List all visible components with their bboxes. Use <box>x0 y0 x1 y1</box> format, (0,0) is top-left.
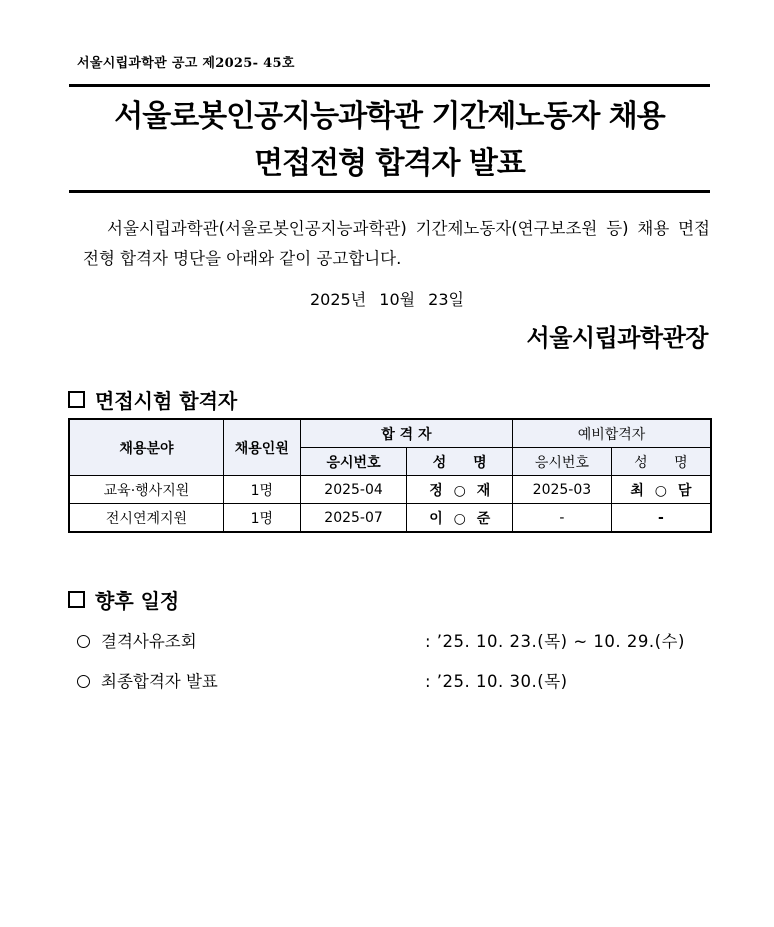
cell-reserve-exam-no: 2025-03 <box>513 476 612 504</box>
announcement-body <box>83 214 710 274</box>
title-top-rule <box>69 84 710 87</box>
section-interview-passers <box>68 385 237 414</box>
title-line-1: 서울로봇인공지능과학관 기간제노동자 채용 <box>114 99 665 134</box>
schedule-label: 결격사유조회 <box>101 632 197 651</box>
cell-exam-no: 2025-07 <box>300 504 407 533</box>
title-bottom-rule <box>69 190 710 193</box>
header-count: 채용인원 <box>223 419 300 476</box>
section-schedule <box>68 585 179 614</box>
cell-exam-no: 2025-04 <box>300 476 407 504</box>
cell-field: 전시연계지원 <box>69 504 223 533</box>
cell-count: 1명 <box>223 476 300 504</box>
notice-number: 서울시립과학관 공고 제2025- 45호 <box>77 56 295 71</box>
result-table <box>68 418 712 533</box>
announcement-body-text: 서울시립과학관(서울로봇인공지능과학관) 기간제노동자(연구보조원 등) 채용 면접전형 합격자 명단을 아래와 같이 공고합니다. <box>83 219 710 268</box>
table-row <box>69 476 711 504</box>
header-passed: 합 격 자 <box>300 419 512 448</box>
header-name: 성 명 <box>407 448 513 476</box>
header-field: 채용분야 <box>69 419 223 476</box>
header-reserve: 예비합격자 <box>513 419 711 448</box>
checkbox-square-icon <box>68 591 85 608</box>
schedule-value: : ’25. 10. 23.(목) ~ 10. 29.(수) <box>425 632 685 651</box>
schedule-value: : ’25. 10. 30.(목) <box>425 672 568 691</box>
table-row <box>69 504 711 533</box>
cell-count: 1명 <box>223 504 300 533</box>
section-title: 면접시험 합격자 <box>95 389 238 413</box>
title-line-2: 면접전형 합격자 발표 <box>254 146 525 181</box>
header-exam-no: 응시번호 <box>300 448 407 476</box>
schedule-label: 최종합격자 발표 <box>101 672 218 691</box>
announcement-date: 2025년 10월 23일 <box>310 290 464 309</box>
schedule-item <box>77 668 218 692</box>
cell-field: 교육·행사지원 <box>69 476 223 504</box>
section-title: 향후 일정 <box>95 589 180 613</box>
cell-reserve-name: - <box>611 504 711 533</box>
signer: 서울시립과학관장 <box>526 324 708 352</box>
cell-name: 정 ○ 재 <box>407 476 513 504</box>
table-header-row <box>69 419 711 448</box>
circle-bullet-icon <box>77 675 90 688</box>
checkbox-square-icon <box>68 391 85 408</box>
cell-name: 이 ○ 준 <box>407 504 513 533</box>
header-reserve-name: 성 명 <box>611 448 711 476</box>
circle-bullet-icon <box>77 635 90 648</box>
schedule-item <box>77 628 197 652</box>
cell-reserve-name: 최 ○ 담 <box>611 476 711 504</box>
header-reserve-exam-no: 응시번호 <box>513 448 612 476</box>
cell-reserve-exam-no: - <box>513 504 612 533</box>
